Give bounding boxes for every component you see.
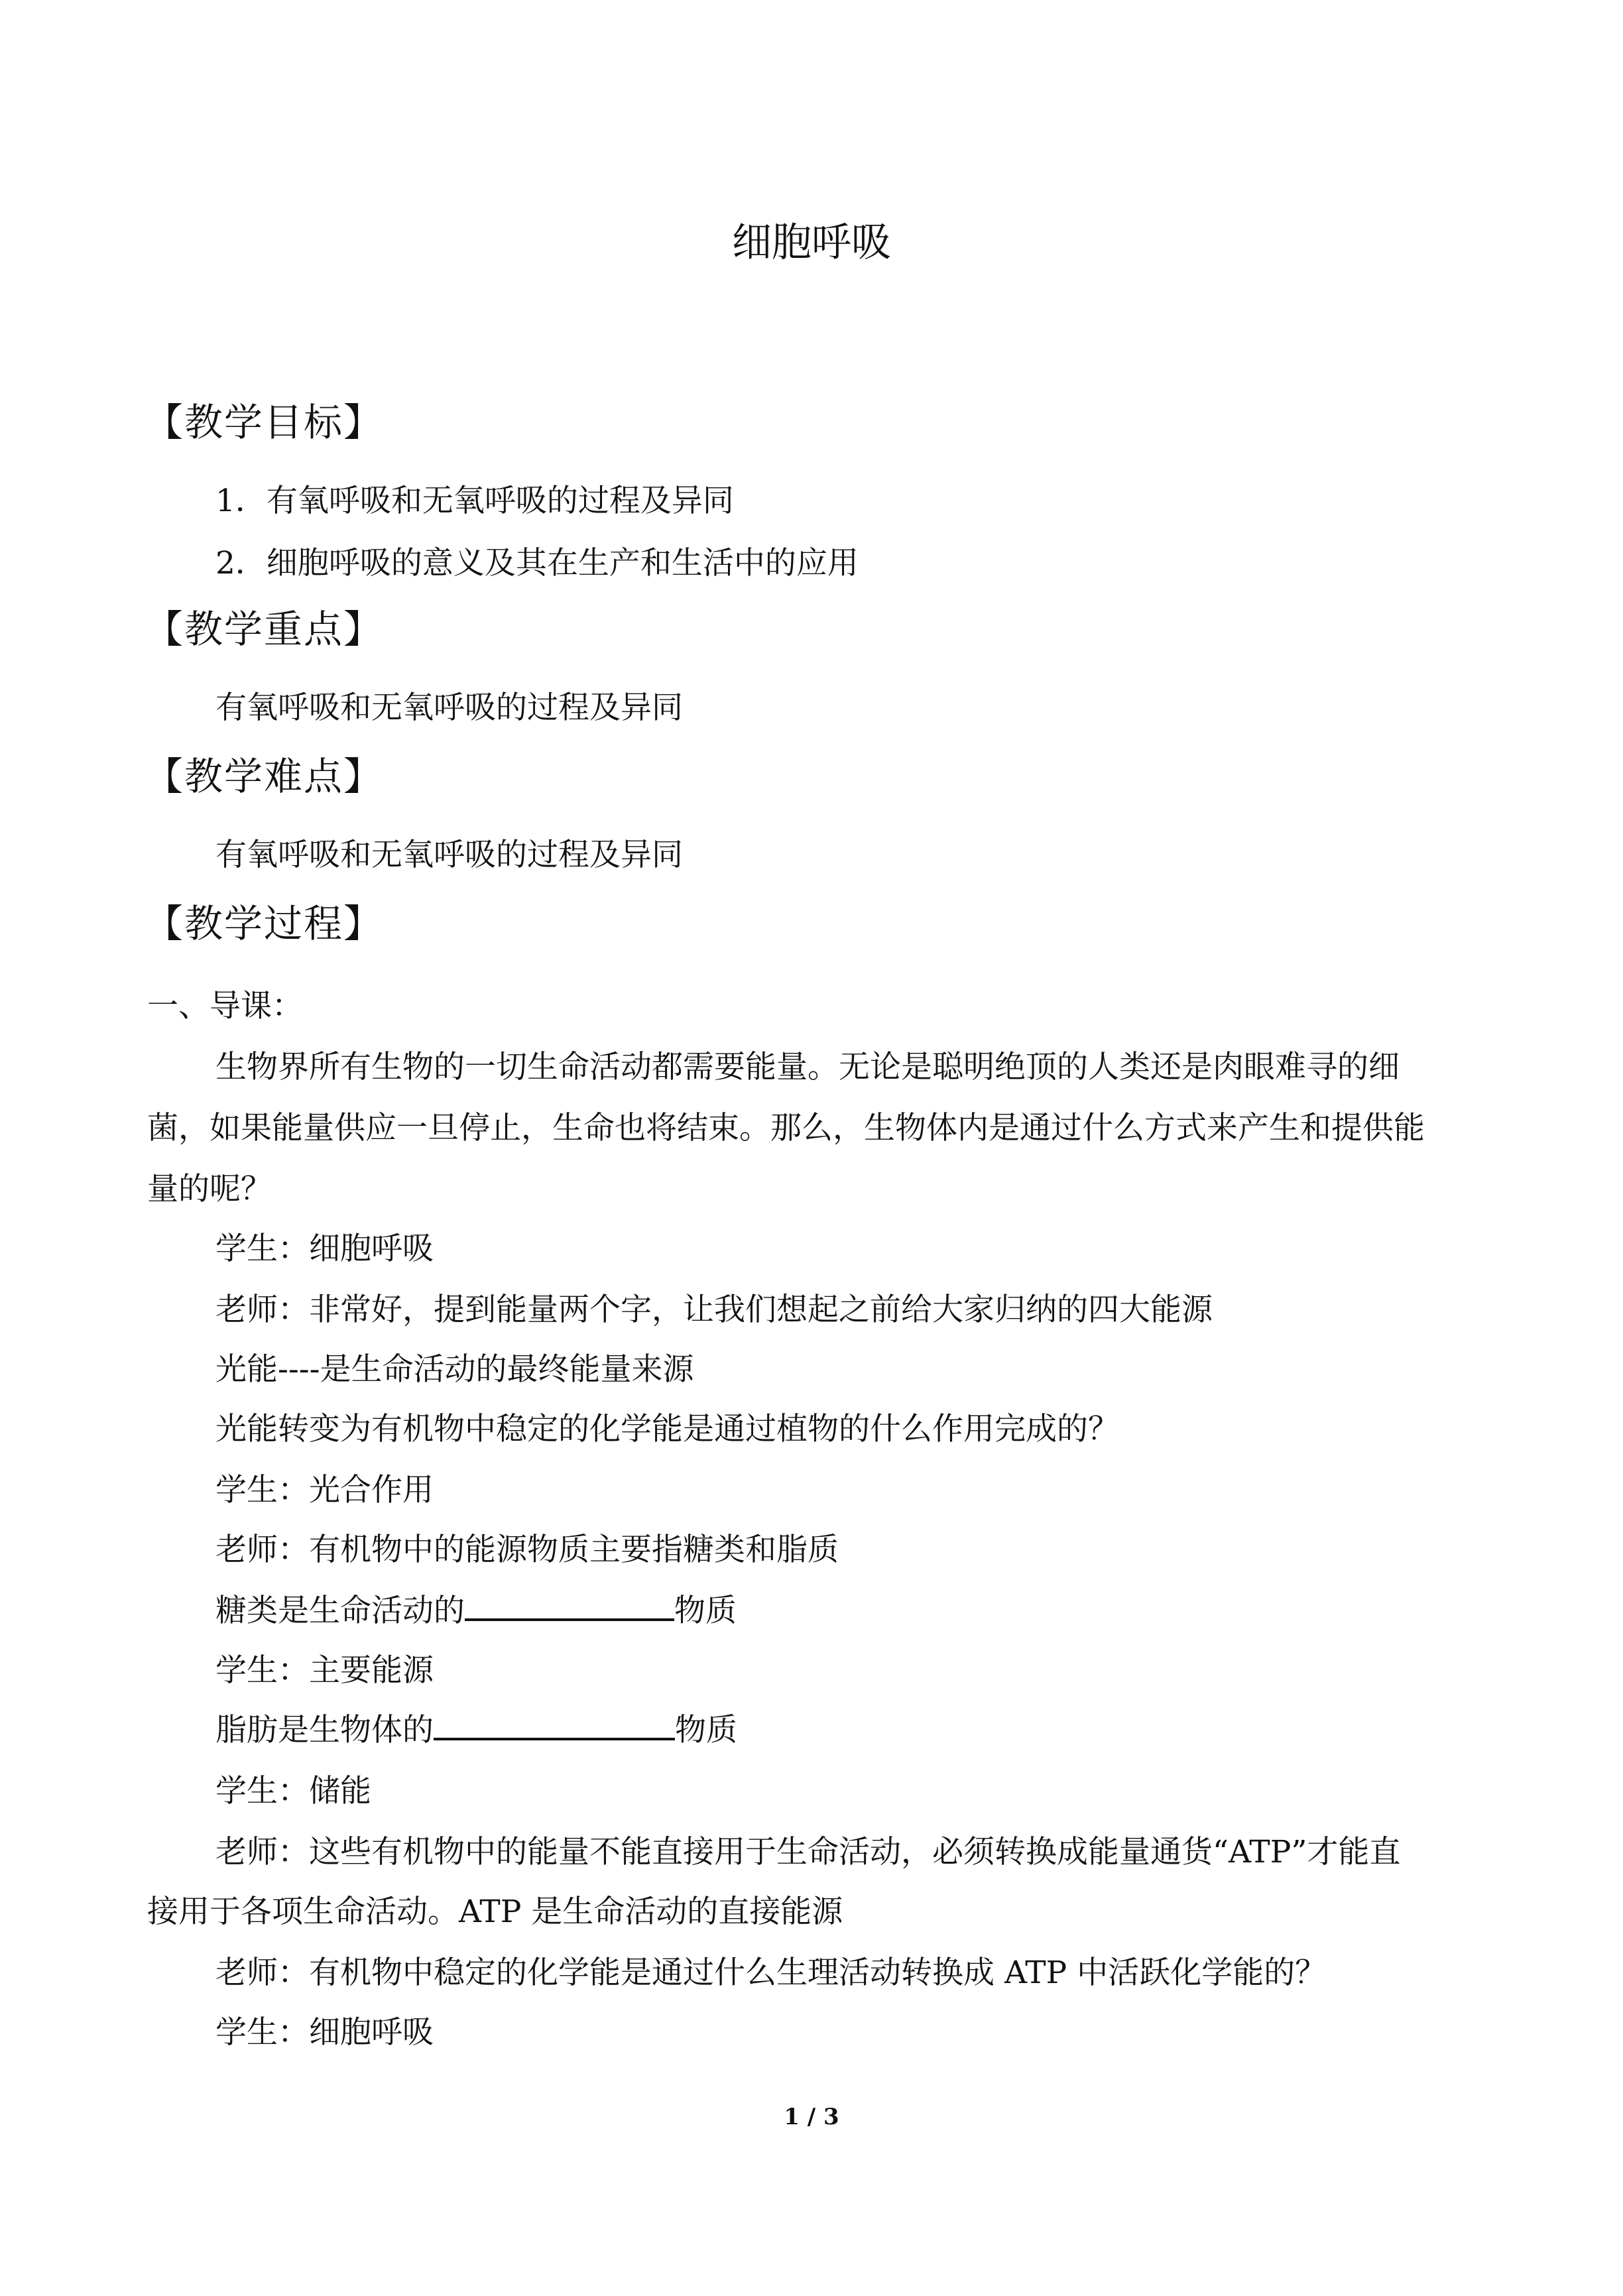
dialogue-line: 学生：主要能源 (215, 1652, 434, 1689)
fill-blank-prefix: 脂肪是生物体的 (215, 1712, 434, 1748)
objective-item-2: 2．细胞呼吸的意义及其在生产和生活中的应用 (215, 545, 859, 581)
dialogue-line: 学生：细胞呼吸 (215, 1231, 434, 1267)
objective-item-1: 1．有氧呼吸和无氧呼吸的过程及异同 (215, 483, 734, 519)
fill-blank-suffix: 物质 (675, 1712, 737, 1748)
key-points-text: 有氧呼吸和无氧呼吸的过程及异同 (215, 690, 683, 726)
fill-blank-suffix: 物质 (674, 1593, 737, 1629)
section-heading-key-points: 【教学重点】 (145, 607, 384, 652)
intro-paragraph-line-2: 菌，如果能量供应一旦停止，生命也将结束。那么，生物体内是通过什么方式来产生和提供能 (147, 1110, 1425, 1146)
fill-blank-line-fat (215, 1705, 737, 1750)
difficulties-text: 有氧呼吸和无氧呼吸的过程及异同 (215, 837, 683, 873)
intro-paragraph-line-1: 生物界所有生物的一切生命活动都需要能量。无论是聪明绝顶的人类还是肉眼难寻的细 (215, 1049, 1400, 1085)
dialogue-line: 接用于各项生命活动。ATP 是生命活动的直接能源 (147, 1894, 843, 1930)
intro-heading: 一、导课： (147, 988, 303, 1024)
fill-blank-prefix: 糖类是生命活动的 (215, 1593, 465, 1629)
section-heading-process: 【教学过程】 (145, 901, 384, 946)
section-heading-difficulties: 【教学难点】 (145, 754, 384, 799)
dialogue-line: 老师：非常好，提到能量两个字，让我们想起之前给大家归纳的四大能源 (215, 1292, 1213, 1328)
dialogue-line: 学生：细胞呼吸 (215, 2014, 434, 2051)
dialogue-line: 老师：有机物中稳定的化学能是通过什么生理活动转换成 ATP 中活跃化学能的？ (215, 1955, 1327, 1991)
dialogue-line: 光能转变为有机物中稳定的化学能是通过植物的什么作用完成的？ (215, 1411, 1119, 1447)
dialogue-line: 光能----是生命活动的最终能量来源 (215, 1351, 694, 1388)
dialogue-line: 学生：光合作用 (215, 1472, 434, 1508)
intro-paragraph-line-3: 量的呢？ (147, 1171, 272, 1207)
document-title: 细胞呼吸 (732, 219, 891, 266)
page-number: 1 / 3 (784, 2104, 839, 2130)
dialogue-line: 学生：储能 (215, 1773, 371, 1809)
section-heading-objectives: 【教学目标】 (145, 400, 384, 445)
answer-blank[interactable] (465, 1589, 674, 1621)
dialogue-line: 老师：有机物中的能源物质主要指糖类和脂质 (215, 1532, 839, 1568)
answer-blank[interactable] (434, 1709, 675, 1740)
fill-blank-line-carbohydrate (215, 1586, 737, 1630)
dialogue-line: 老师：这些有机物中的能量不能直接用于生命活动，必须转换成能量通货“ATP”才能直 (215, 1834, 1401, 1870)
